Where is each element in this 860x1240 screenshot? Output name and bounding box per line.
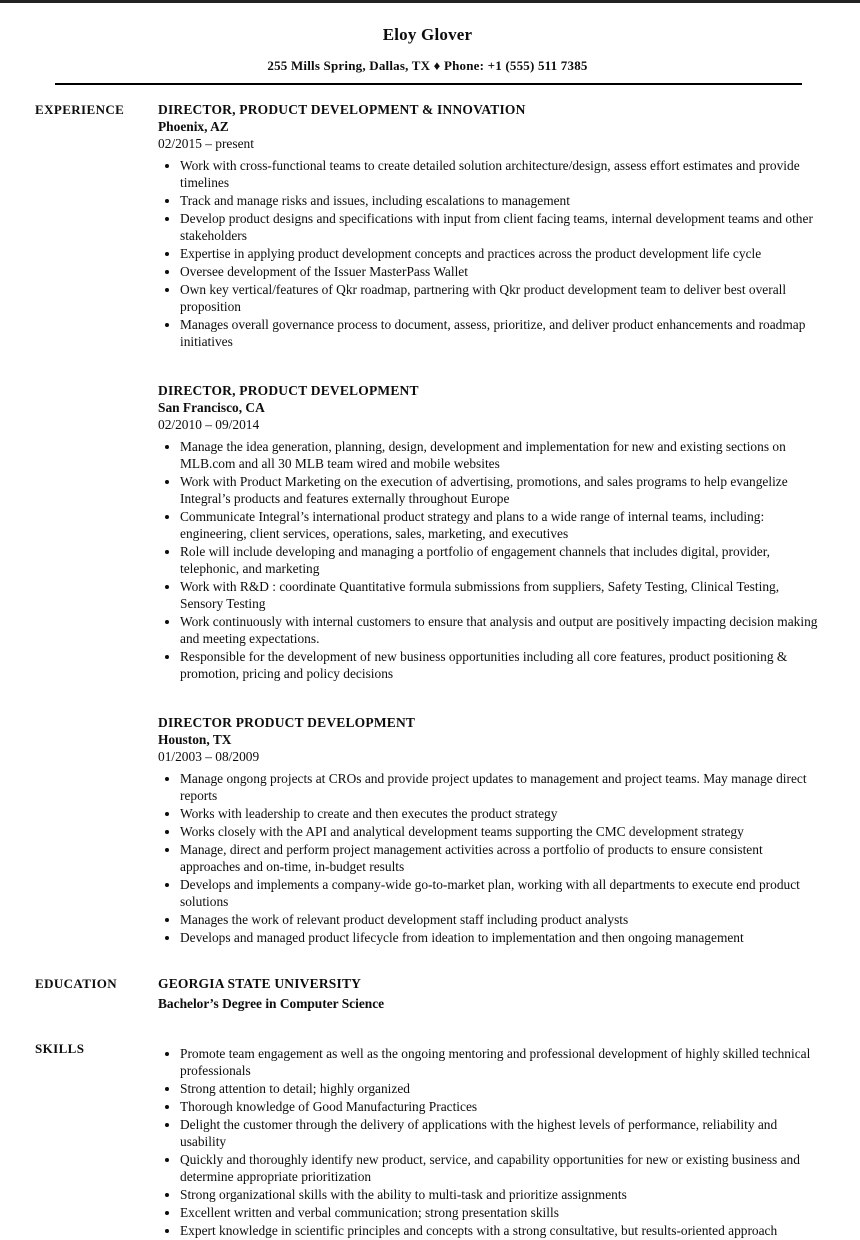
bullet-item: • Develops and implements a company-wide go-to-market plan, working with all departments to execute end product solutions: [180, 876, 818, 910]
job-entry: [158, 101, 818, 350]
section-label-experience: EXPERIENCE: [35, 102, 125, 117]
bullet-item: • Thorough knowledge of Good Manufacturing Practices: [180, 1098, 818, 1115]
bullet-item: • Works with leadership to create and then executes the product strategy: [180, 805, 818, 822]
bullet-item: • Communicate Integral’s international product strategy and plans to a wide range of internal teams, including: engineering, client services, operations, sales, marketing, and executives: [180, 508, 818, 542]
section-skills: [35, 1040, 820, 1240]
job-title: DIRECTOR, PRODUCT DEVELOPMENT & INNOVATION: [158, 102, 526, 117]
bullet-item: • Manage, direct and perform project management activities across a portfolio of products to ensure consistent approaches and on-time, in-budget results: [180, 841, 818, 875]
job-location: Phoenix, AZ: [158, 119, 229, 134]
job-title: DIRECTOR, PRODUCT DEVELOPMENT: [158, 383, 419, 398]
bullet-item: • Responsible for the development of new business opportunities including all core features, product positioning & promotion, pricing and policy decisions: [180, 648, 818, 682]
bullet-item: • Excellent written and verbal communication; strong presentation skills: [180, 1204, 818, 1221]
bullet-item: • Track and manage risks and issues, including escalations to management: [180, 192, 818, 209]
bullet-item: • Work with Product Marketing on the execution of advertising, promotions, and sales programs to help evangelize Integral’s products and features externally throughout Europe: [180, 473, 818, 507]
job-dates: 01/2003 – 08/2009: [158, 749, 260, 764]
job-dates: 02/2010 – 09/2014: [158, 417, 260, 432]
job-dates: 02/2015 – present: [158, 136, 254, 151]
section-content-experience: [158, 101, 820, 947]
job-entry: [158, 382, 818, 682]
bullet-list: [158, 1045, 818, 1239]
bullet-item: • Promote team engagement as well as the ongoing mentoring and professional development of highly skilled technical professionals: [180, 1045, 818, 1079]
bullet-item: • Strong organizational skills with the ability to multi-task and prioritize assignments: [180, 1186, 818, 1203]
section-content-skills: [158, 1040, 820, 1240]
job-location: Houston, TX: [158, 732, 232, 747]
person-name: Eloy Glover: [382, 25, 473, 44]
resume-body: [35, 101, 820, 1240]
job-title: DIRECTOR PRODUCT DEVELOPMENT: [158, 715, 416, 730]
bullet-item: • Work with R&D : coordinate Quantitative formula submissions from suppliers, Safety Testing, Clinical Testing, Sensory Testing: [180, 578, 818, 612]
bullet-item: • Expert knowledge in scientific principles and concepts with a strong consultative, but results-oriented approach: [180, 1222, 818, 1239]
bullet-item: • Own key vertical/features of Qkr roadmap, partnering with Qkr product development team to deliver best overall proposition: [180, 281, 818, 315]
section-education: [35, 975, 820, 1012]
job-entry: [158, 714, 818, 946]
section-label-education: EDUCATION: [35, 976, 118, 991]
bullet-item: • Develops and managed product lifecycle from ideation to implementation and then ongoing management: [180, 929, 818, 946]
school-name: GEORGIA STATE UNIVERSITY: [158, 976, 362, 991]
bullet-list: [158, 438, 818, 682]
header-divider: [55, 83, 802, 85]
bullet-item: • Manage the idea generation, planning, design, development and implementation for new and existing sections on MLB.com and all 30 MLB team wired and mobile websites: [180, 438, 818, 472]
section-label-skills: SKILLS: [35, 1041, 85, 1056]
contact-line: 255 Mills Spring, Dallas, TX ♦ Phone: +1 (555) 511 7385: [267, 58, 588, 73]
bullet-item: • Expertise in applying product development concepts and practices across the product development life cycle: [180, 245, 818, 262]
job-location: San Francisco, CA: [158, 400, 265, 415]
bullet-item: • Manages the work of relevant product development staff including product analysts: [180, 911, 818, 928]
bullet-item: • Work continuously with internal customers to ensure that analysis and output are positively impacting decision making and meeting expectations.: [180, 613, 818, 647]
bullet-item: • Manage ongong projects at CROs and provide project updates to management and project teams. May manage direct reports: [180, 770, 818, 804]
section-content-education: [158, 975, 820, 1012]
bullet-item: • Works closely with the API and analytical development teams supporting the CMC development strategy: [180, 823, 818, 840]
resume-header: [35, 25, 820, 74]
bullet-item: • Strong attention to detail; highly organized: [180, 1080, 818, 1097]
bullet-item: • Delight the customer through the delivery of applications with the highest levels of performance, reliability and usability: [180, 1116, 818, 1150]
bullet-item: • Quickly and thoroughly identify new product, service, and capability opportunities for new or existing business and determine appropriate prioritization: [180, 1151, 818, 1185]
bullet-item: • Develop product designs and specifications with input from client facing teams, internal development teams and other stakeholders: [180, 210, 818, 244]
bullet-item: • Manages overall governance process to document, assess, prioritize, and deliver product enhancements and roadmap initiatives: [180, 316, 818, 350]
bullet-list: [158, 770, 818, 946]
bullet-item: • Oversee development of the Issuer MasterPass Wallet: [180, 263, 818, 280]
bullet-item: • Role will include developing and managing a portfolio of engagement channels that includes digital, provider, telephonic, and marketing: [180, 543, 818, 577]
bullet-list: [158, 157, 818, 350]
bullet-item: • Work with cross-functional teams to create detailed solution architecture/design, assess effort estimates and provide timelines: [180, 157, 818, 191]
section-experience: [35, 101, 820, 947]
degree-name: Bachelor’s Degree in Computer Science: [158, 996, 385, 1011]
